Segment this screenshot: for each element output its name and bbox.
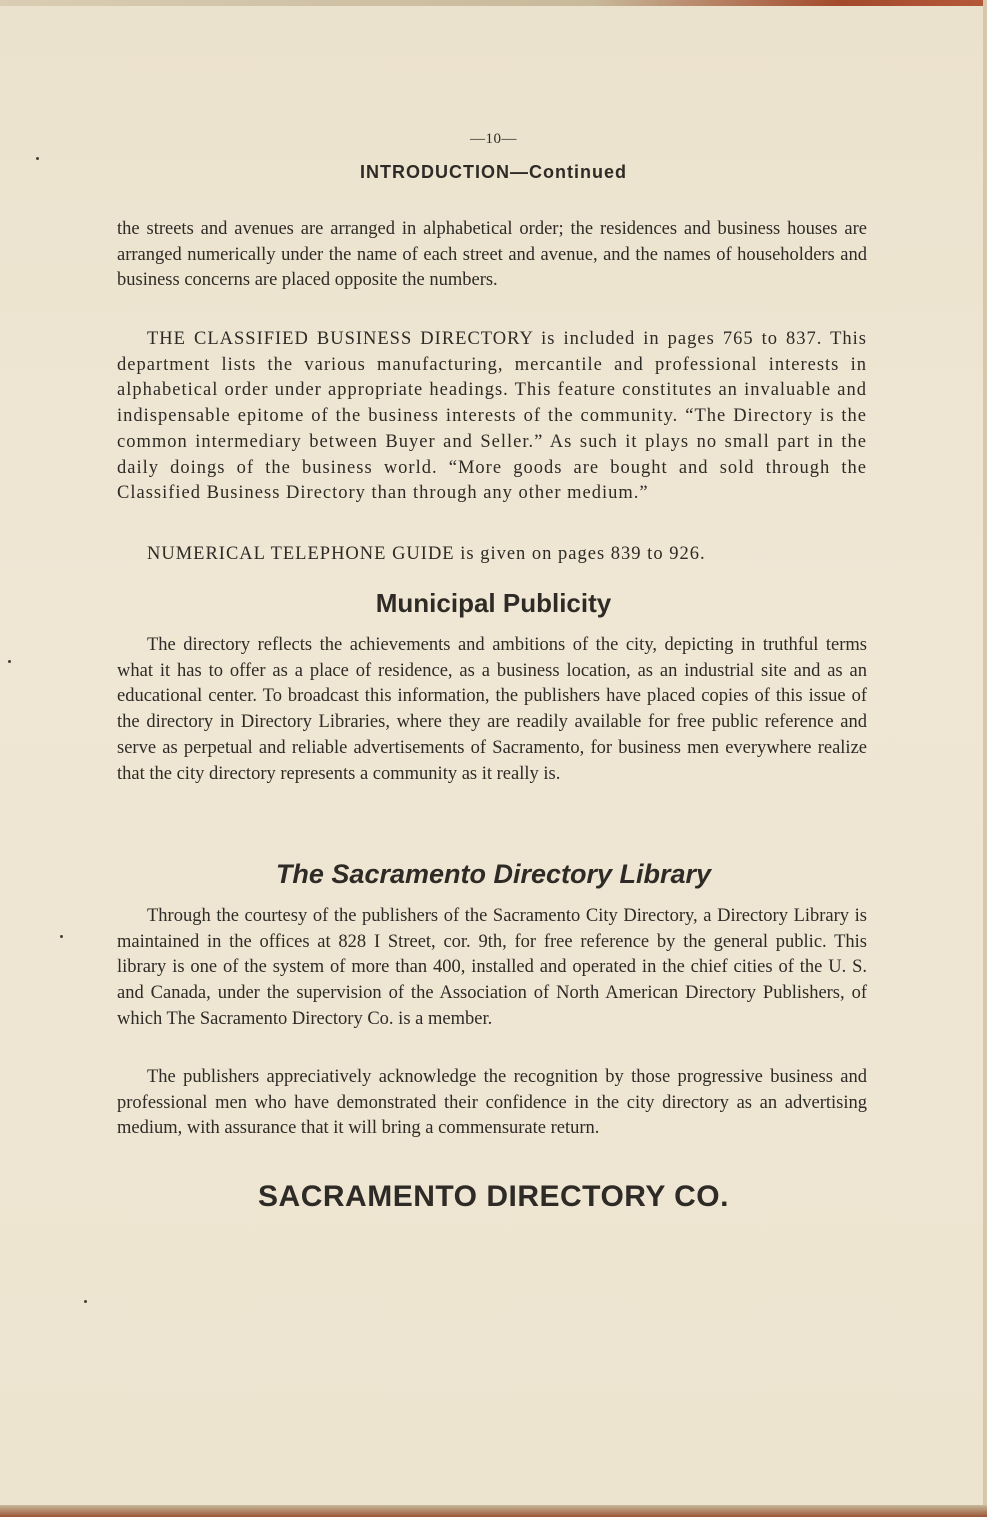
page-number: —10—: [470, 131, 517, 147]
paper-speck: [8, 660, 11, 663]
paper-speck: [36, 157, 39, 160]
intro-paragraph-streets: the streets and avenues are arranged in alphabetical order; the residences and business houses are arranged numerically under the name of each street and avenue, and the names of householders and business concerns are placed opposite the numbers.: [117, 219, 867, 291]
municipal-publicity-heading: Municipal Publicity: [375, 588, 612, 618]
page-top-edge: [0, 0, 987, 6]
acknowledgement-paragraph: The publishers appreciatively acknowledge the recognition by those progressive business and professional men who have demonstrated their confidence in the city directory as an advertising medium, with assurance that it will bring a commensurate return.: [117, 1067, 867, 1139]
page-bottom-edge: [0, 1505, 987, 1517]
page-right-edge: [983, 0, 987, 1517]
directory-library-heading: The Sacramento Directory Library: [275, 859, 712, 889]
intro-paragraph-telephone-guide: NUMERICAL TELEPHONE GUIDE is given on pages 839 to 926.: [147, 544, 706, 564]
paper-speck: [84, 1300, 87, 1303]
directory-library-paragraph: Through the courtesy of the publishers of the Sacramento City Directory, a Directory Library is maintained in the offices at 828 I Street, cor. 9th, for free reference by the general public. This library is one of the system of more than 400, installed and operated in the chief cities of the U. S. and Canada, under the supervision of the Association of North American Directory Publishers, of which The Sacramento Directory Co. is a member.: [117, 906, 867, 1029]
intro-paragraph-classified: THE CLASSIFIED BUSINESS DIRECTORY is included in pages 765 to 837. This department lists the various manufacturing, mercantile and professional interests in alphabetical order under appropriate headings. This feature constitutes an invaluable and indispensable epitome of the business interests of the community. “The Directory is the common intermediary between Buyer and Seller.” As such it plays no small part in the daily doings of the business world. “More goods are bought and sold through the Classified Business Directory than through any other medium.”: [117, 329, 867, 504]
municipal-publicity-paragraph: The directory reflects the achievements and ambitions of the city, depicting in truthful terms what it has to offer as a place of residence, as a business location, as an industrial site and as an educational center. To broadcast this information, the publishers have placed copies of this issue of the directory in Directory Libraries, where they are readily available for free public reference and serve as perpetual and reliable advertisements of Sacramento, for business men everywhere realize that the city directory represents a community as it really is.: [117, 635, 867, 784]
running-head: INTRODUCTION—Continued: [360, 162, 627, 182]
publisher-signature: SACRAMENTO DIRECTORY CO.: [258, 1180, 729, 1213]
paper-speck: [60, 935, 63, 938]
